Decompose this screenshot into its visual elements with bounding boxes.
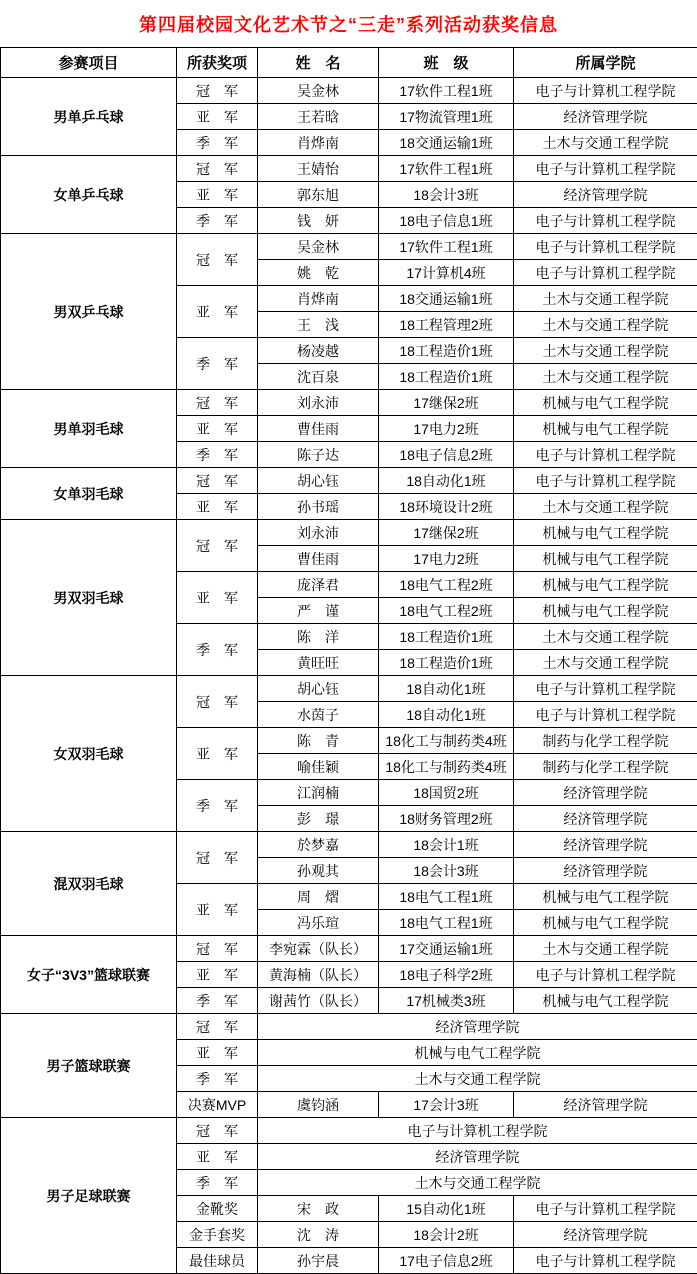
college-cell: 电子与计算机工程学院 xyxy=(514,962,697,988)
college-cell: 土木与交通工程学院 xyxy=(514,624,697,650)
event-cell: 女双羽毛球 xyxy=(1,676,177,832)
award-cell: 冠 军 xyxy=(177,468,258,494)
college-cell: 机械与电气工程学院 xyxy=(514,416,697,442)
name-cell: 虞钧涵 xyxy=(258,1092,379,1118)
class-cell: 18交通运输1班 xyxy=(379,286,514,312)
college-cell: 电子与计算机工程学院 xyxy=(514,468,697,494)
award-cell: 亚 军 xyxy=(177,1040,258,1066)
class-cell: 17会计3班 xyxy=(379,1092,514,1118)
award-cell: 冠 军 xyxy=(177,234,258,286)
college-cell: 机械与电气工程学院 xyxy=(514,910,697,936)
college-cell: 经济管理学院 xyxy=(514,1092,697,1118)
table-row xyxy=(1,390,697,416)
name-cell: 彭 璟 xyxy=(258,806,379,832)
class-cell: 17软件工程1班 xyxy=(379,234,514,260)
class-cell: 18会计3班 xyxy=(379,858,514,884)
college-cell: 电子与计算机工程学院 xyxy=(514,442,697,468)
college-cell: 土木与交通工程学院 xyxy=(514,494,697,520)
class-cell: 18电子信息2班 xyxy=(379,442,514,468)
award-cell: 最佳球员 xyxy=(177,1248,258,1274)
table-header xyxy=(1,48,697,78)
name-cell: 沈百泉 xyxy=(258,364,379,390)
college-cell: 土木与交通工程学院 xyxy=(514,312,697,338)
class-cell: 18电子信息1班 xyxy=(379,208,514,234)
column-header-2: 姓 名 xyxy=(258,48,379,78)
table-row xyxy=(1,676,697,702)
name-cell: 李宛霖（队长） xyxy=(258,936,379,962)
name-cell: 喻佳颖 xyxy=(258,754,379,780)
award-cell: 季 军 xyxy=(177,1170,258,1196)
name-cell: 孙宇晨 xyxy=(258,1248,379,1274)
class-cell: 18会计2班 xyxy=(379,1222,514,1248)
award-cell: 冠 军 xyxy=(177,390,258,416)
name-cell: 水茵子 xyxy=(258,702,379,728)
college-cell: 经济管理学院 xyxy=(514,858,697,884)
college-cell: 电子与计算机工程学院 xyxy=(514,1248,697,1274)
event-cell: 男双羽毛球 xyxy=(1,520,177,676)
name-cell: 胡心钰 xyxy=(258,676,379,702)
college-cell: 土木与交通工程学院 xyxy=(514,338,697,364)
class-cell: 18交通运输1班 xyxy=(379,130,514,156)
college-cell: 经济管理学院 xyxy=(514,806,697,832)
event-cell: 男双乒乓球 xyxy=(1,234,177,390)
college-cell: 电子与计算机工程学院 xyxy=(514,234,697,260)
college-cell: 机械与电气工程学院 xyxy=(514,598,697,624)
name-cell: 吴金林 xyxy=(258,78,379,104)
class-cell: 18环境设计2班 xyxy=(379,494,514,520)
college-cell: 电子与计算机工程学院 xyxy=(514,702,697,728)
name-cell: 曹佳雨 xyxy=(258,546,379,572)
class-cell: 18工程造价1班 xyxy=(379,624,514,650)
name-cell: 庞泽君 xyxy=(258,572,379,598)
class-cell: 18会计1班 xyxy=(379,832,514,858)
college-cell: 电子与计算机工程学院 xyxy=(514,208,697,234)
award-cell: 冠 军 xyxy=(177,1014,258,1040)
college-cell: 电子与计算机工程学院 xyxy=(514,78,697,104)
college-cell: 机械与电气工程学院 xyxy=(514,390,697,416)
class-cell: 18电气工程1班 xyxy=(379,884,514,910)
award-cell: 亚 军 xyxy=(177,884,258,936)
table-row xyxy=(1,1118,697,1144)
award-cell: 亚 军 xyxy=(177,104,258,130)
table-row xyxy=(1,1014,697,1040)
college-cell: 土木与交通工程学院 xyxy=(514,364,697,390)
name-cell: 肖烨南 xyxy=(258,286,379,312)
page-title: 第四届校园文化艺术节之“三走”系列活动获奖信息 xyxy=(0,0,697,47)
award-cell: 季 军 xyxy=(177,780,258,832)
award-cell: 季 军 xyxy=(177,442,258,468)
college-cell: 电子与计算机工程学院 xyxy=(514,156,697,182)
table-row xyxy=(1,520,697,546)
class-cell: 18化工与制药类4班 xyxy=(379,754,514,780)
name-cell: 刘永沛 xyxy=(258,390,379,416)
class-cell: 17计算机4班 xyxy=(379,260,514,286)
award-cell: 季 军 xyxy=(177,624,258,676)
name-cell: 陈 洋 xyxy=(258,624,379,650)
name-cell: 刘永沛 xyxy=(258,520,379,546)
name-cell: 陈 青 xyxy=(258,728,379,754)
name-cell: 於梦嘉 xyxy=(258,832,379,858)
table-row xyxy=(1,234,697,260)
class-cell: 18电子科学2班 xyxy=(379,962,514,988)
name-cell: 王若晗 xyxy=(258,104,379,130)
awards-table xyxy=(0,47,697,1274)
table-row xyxy=(1,832,697,858)
class-cell: 17继保2班 xyxy=(379,390,514,416)
name-cell: 宋 政 xyxy=(258,1196,379,1222)
award-cell: 冠 军 xyxy=(177,676,258,728)
award-cell: 亚 军 xyxy=(177,572,258,624)
event-cell: 男子足球联赛 xyxy=(1,1118,177,1274)
column-header-0: 参赛项目 xyxy=(1,48,177,78)
name-cell: 吴金林 xyxy=(258,234,379,260)
class-cell: 18自动化1班 xyxy=(379,676,514,702)
table-row xyxy=(1,78,697,104)
name-cell: 孙观其 xyxy=(258,858,379,884)
college-cell: 机械与电气工程学院 xyxy=(514,884,697,910)
college-cell: 机械与电气工程学院 xyxy=(514,988,697,1014)
class-cell: 15自动化1班 xyxy=(379,1196,514,1222)
name-cell: 王婧怡 xyxy=(258,156,379,182)
table-row xyxy=(1,468,697,494)
name-cell: 钱 妍 xyxy=(258,208,379,234)
event-cell: 男单乒乓球 xyxy=(1,78,177,156)
award-cell: 亚 军 xyxy=(177,182,258,208)
award-cell: 亚 军 xyxy=(177,416,258,442)
name-cell: 曹佳雨 xyxy=(258,416,379,442)
college-cell: 机械与电气工程学院 xyxy=(514,572,697,598)
class-cell: 18工程造价1班 xyxy=(379,338,514,364)
name-cell: 孙书瑶 xyxy=(258,494,379,520)
name-cell: 黄海楠（队长） xyxy=(258,962,379,988)
class-cell: 17软件工程1班 xyxy=(379,78,514,104)
class-cell: 18国贸2班 xyxy=(379,780,514,806)
name-cell: 谢茜竹（队长） xyxy=(258,988,379,1014)
award-cell: 冠 军 xyxy=(177,936,258,962)
name-cell: 冯乐瑄 xyxy=(258,910,379,936)
class-cell: 18电气工程2班 xyxy=(379,598,514,624)
college-cell: 土木与交通工程学院 xyxy=(514,286,697,312)
name-cell: 沈 涛 xyxy=(258,1222,379,1248)
class-cell: 18工程造价1班 xyxy=(379,364,514,390)
table-body xyxy=(1,78,697,1274)
college-cell: 土木与交通工程学院 xyxy=(514,650,697,676)
award-cell: 冠 军 xyxy=(177,78,258,104)
class-cell: 17电力2班 xyxy=(379,546,514,572)
college-cell: 电子与计算机工程学院 xyxy=(514,1196,697,1222)
header-row xyxy=(1,48,697,78)
college-cell: 经济管理学院 xyxy=(514,1222,697,1248)
name-cell: 江润楠 xyxy=(258,780,379,806)
college-cell: 经济管理学院 xyxy=(514,832,697,858)
class-cell: 18工程管理2班 xyxy=(379,312,514,338)
class-cell: 18电气工程2班 xyxy=(379,572,514,598)
event-cell: 男子篮球联赛 xyxy=(1,1014,177,1118)
college-cell: 机械与电气工程学院 xyxy=(514,520,697,546)
name-cell: 肖烨南 xyxy=(258,130,379,156)
award-cell: 亚 军 xyxy=(177,286,258,338)
name-cell: 郭东旭 xyxy=(258,182,379,208)
name-cell: 王 浅 xyxy=(258,312,379,338)
college-cell: 经济管理学院 xyxy=(514,182,697,208)
column-header-1: 所获奖项 xyxy=(177,48,258,78)
award-cell: 冠 军 xyxy=(177,520,258,572)
name-cell: 严 谨 xyxy=(258,598,379,624)
class-cell: 18化工与制药类4班 xyxy=(379,728,514,754)
class-cell: 18会计3班 xyxy=(379,182,514,208)
name-cell: 周 熠 xyxy=(258,884,379,910)
class-cell: 17电子信息2班 xyxy=(379,1248,514,1274)
class-cell: 17软件工程1班 xyxy=(379,156,514,182)
event-cell: 女单羽毛球 xyxy=(1,468,177,520)
name-cell: 姚 乾 xyxy=(258,260,379,286)
college-cell: 土木与交通工程学院 xyxy=(514,130,697,156)
award-cell: 决赛MVP xyxy=(177,1092,258,1118)
merged-college-cell: 土木与交通工程学院 xyxy=(258,1170,697,1196)
college-cell: 经济管理学院 xyxy=(514,104,697,130)
award-cell: 亚 军 xyxy=(177,494,258,520)
class-cell: 18财务管理2班 xyxy=(379,806,514,832)
class-cell: 18自动化1班 xyxy=(379,468,514,494)
event-cell: 男单羽毛球 xyxy=(1,390,177,468)
award-cell: 季 军 xyxy=(177,338,258,390)
name-cell: 杨凌越 xyxy=(258,338,379,364)
class-cell: 17继保2班 xyxy=(379,520,514,546)
college-cell: 制药与化学工程学院 xyxy=(514,754,697,780)
event-cell: 女单乒乓球 xyxy=(1,156,177,234)
merged-college-cell: 土木与交通工程学院 xyxy=(258,1066,697,1092)
award-cell: 冠 军 xyxy=(177,1118,258,1144)
merged-college-cell: 经济管理学院 xyxy=(258,1144,697,1170)
college-cell: 经济管理学院 xyxy=(514,780,697,806)
table-row xyxy=(1,936,697,962)
name-cell: 胡心钰 xyxy=(258,468,379,494)
column-header-4: 所属学院 xyxy=(514,48,697,78)
award-cell: 金靴奖 xyxy=(177,1196,258,1222)
college-cell: 机械与电气工程学院 xyxy=(514,546,697,572)
award-cell: 冠 军 xyxy=(177,156,258,182)
award-cell: 冠 军 xyxy=(177,832,258,884)
table-row xyxy=(1,156,697,182)
class-cell: 17物流管理1班 xyxy=(379,104,514,130)
class-cell: 18工程造价1班 xyxy=(379,650,514,676)
merged-college-cell: 经济管理学院 xyxy=(258,1014,697,1040)
college-cell: 电子与计算机工程学院 xyxy=(514,260,697,286)
award-cell: 季 军 xyxy=(177,988,258,1014)
award-cell: 季 军 xyxy=(177,130,258,156)
name-cell: 黄旺旺 xyxy=(258,650,379,676)
college-cell: 电子与计算机工程学院 xyxy=(514,676,697,702)
class-cell: 18自动化1班 xyxy=(379,702,514,728)
class-cell: 17交通运输1班 xyxy=(379,936,514,962)
award-cell: 亚 军 xyxy=(177,728,258,780)
name-cell: 陈子达 xyxy=(258,442,379,468)
college-cell: 土木与交通工程学院 xyxy=(514,936,697,962)
award-cell: 亚 军 xyxy=(177,962,258,988)
college-cell: 制药与化学工程学院 xyxy=(514,728,697,754)
award-cell: 金手套奖 xyxy=(177,1222,258,1248)
class-cell: 17电力2班 xyxy=(379,416,514,442)
event-cell: 女子“3V3”篮球联赛 xyxy=(1,936,177,1014)
class-cell: 17机械类3班 xyxy=(379,988,514,1014)
award-cell: 季 军 xyxy=(177,1066,258,1092)
award-cell: 亚 军 xyxy=(177,1144,258,1170)
column-header-3: 班 级 xyxy=(379,48,514,78)
event-cell: 混双羽毛球 xyxy=(1,832,177,936)
merged-college-cell: 机械与电气工程学院 xyxy=(258,1040,697,1066)
class-cell: 18电气工程1班 xyxy=(379,910,514,936)
award-cell: 季 军 xyxy=(177,208,258,234)
merged-college-cell: 电子与计算机工程学院 xyxy=(258,1118,697,1144)
